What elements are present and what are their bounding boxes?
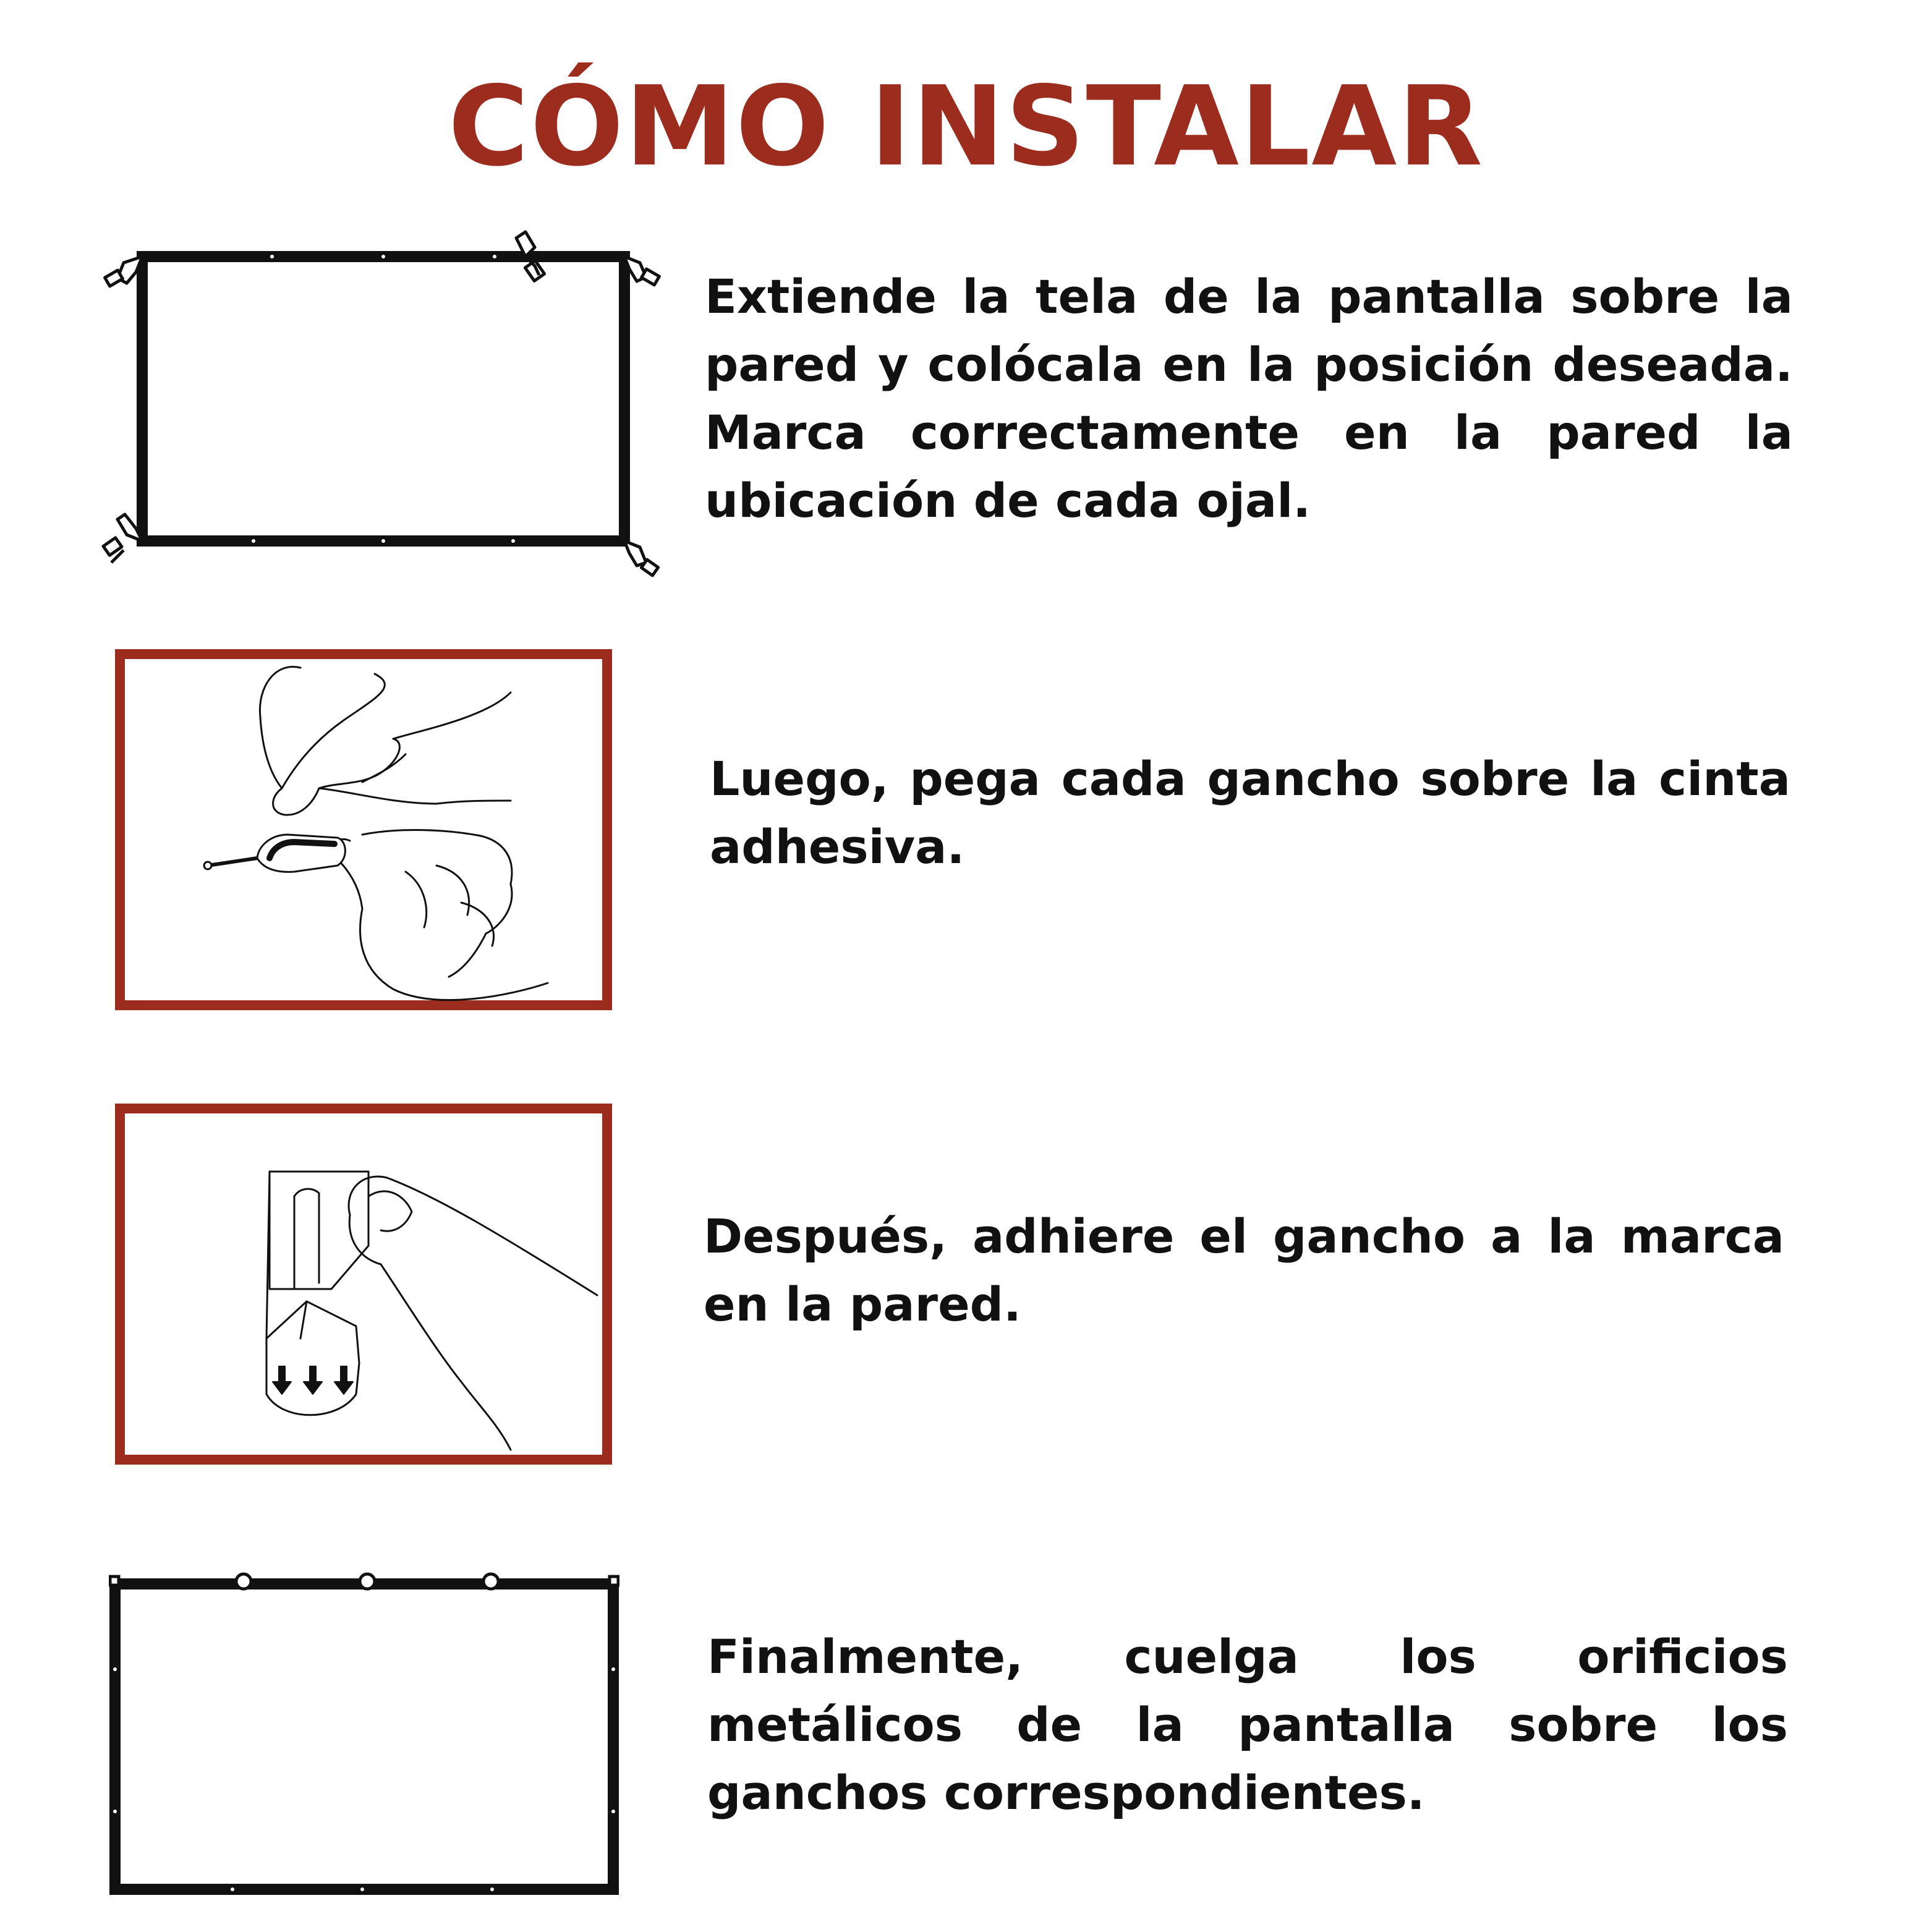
step-1 bbox=[0, 229, 1932, 600]
step-4 bbox=[0, 1564, 1932, 1910]
step-2-text: Luego, pega cada gancho sobre la cinta adhesiva. bbox=[710, 751, 1790, 874]
hands-peeling-adhesive-hook-icon bbox=[115, 649, 612, 1010]
screen-frame-with-corner-hooks-icon bbox=[99, 229, 680, 587]
page-title: CÓMO INSTALAR bbox=[448, 62, 1484, 190]
step-3 bbox=[0, 1104, 1932, 1475]
screen-frame-hung-on-hooks-icon bbox=[109, 1564, 619, 1896]
step-4-text: Finalmente, cuelga los orificios metálicos de la pantalla sobre los ganchos correspondientes. bbox=[707, 1629, 1788, 1820]
step-1-text: Extiende la tela de la pantalla sobre la pared y colócala en la posición deseada. Marca correctamente en la pared la ubicación de cada ojal. bbox=[705, 269, 1793, 528]
finger-pressing-hook-on-wall-icon bbox=[115, 1104, 612, 1465]
step-2 bbox=[0, 649, 1932, 1020]
step-3-text: Después, adhiere el gancho a la marca en la pared. bbox=[704, 1209, 1784, 1332]
